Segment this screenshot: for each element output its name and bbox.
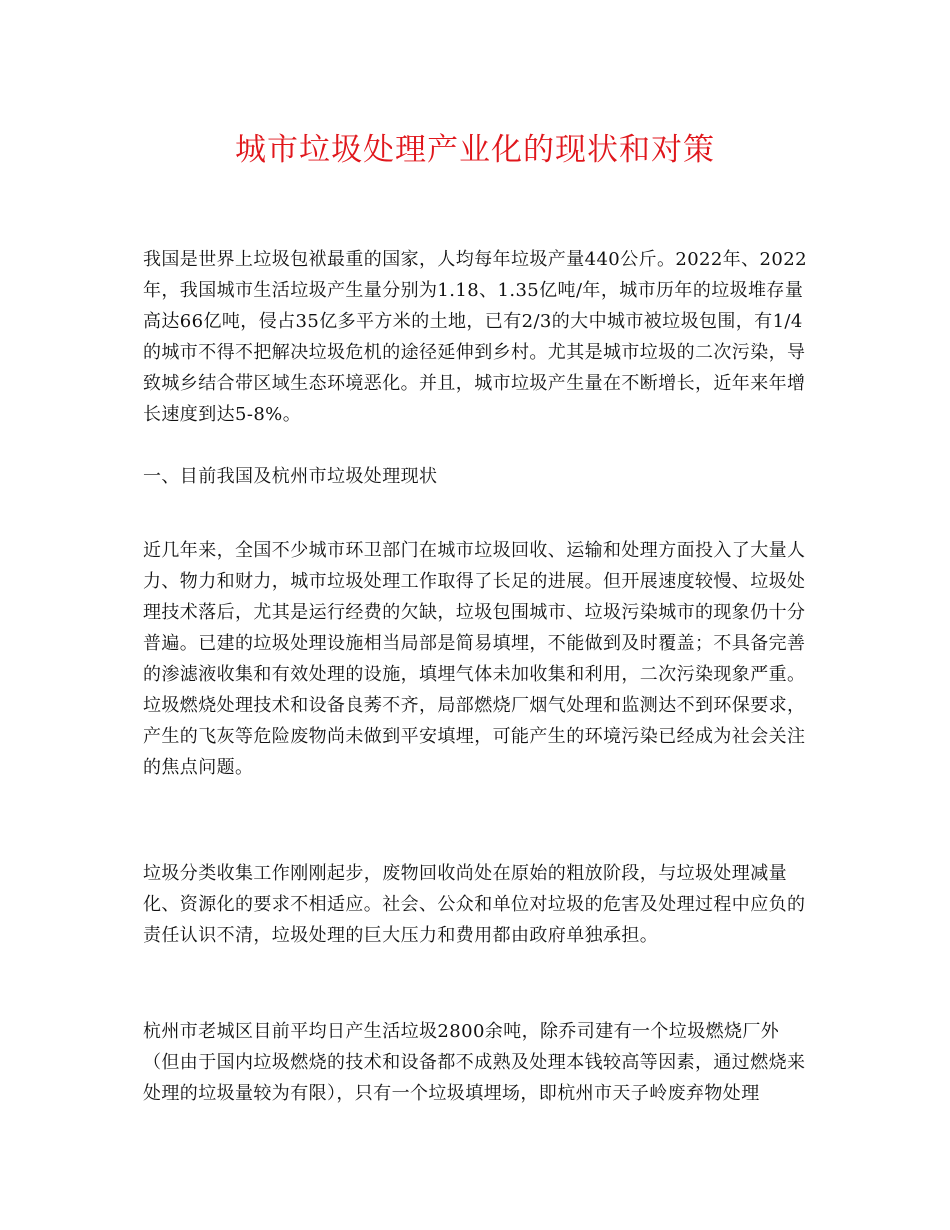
document-title: 城市垃圾处理产业化的现状和对策 bbox=[235, 132, 715, 168]
paragraph-classification: 垃圾分类收集工作刚刚起步，废物回收尚处在原始的粗放阶段，与垃圾处理减量化、资源化的要求不相适应。社会、公众和单位对垃圾的危害及处理过程中应负的责任认识不清，垃圾处理的巨大压力和费用都由政府单独承担。 bbox=[143, 863, 806, 946]
paragraph-current-status: 近几年来，全国不少城市环卫部门在城市垃圾回收、运输和处理方面投入了大量人力、物力和财力，城市垃圾处理工作取得了长足的进展。但开展速度较慢、垃圾处理技术落后，尤其是运行经费的欠缺，垃圾包围城市、垃圾污染城市的现象仍十分普遍。已建的垃圾处理设施相当局部是简易填埋，不能做到及时覆盖；不具备完善的渗滤液收集和有效处理的设施，填埋气体未加收集和利用，二次污染现象严重。垃圾燃烧处理技术和设备良莠不齐，局部燃烧厂烟气处理和监测达不到环保要求，产生的飞灰等危险废物尚未做到平安填埋，可能产生的环境污染已经成为社会关注的焦点问题。 bbox=[143, 540, 806, 778]
paragraph-hangzhou: 杭州市老城区目前平均日产生活垃圾2800余吨，除乔司建有一个垃圾燃烧厂外（但由于国内垃圾燃烧的技术和设备都不成熟及处理本钱较高等因素，通过燃烧来处理的垃圾量较为有限），只有一个垃圾填埋场，即杭州市天子岭废弃物处理 bbox=[143, 1021, 806, 1104]
section-heading-1: 一、目前我国及杭州市垃圾处理现状 bbox=[143, 466, 438, 487]
paragraph-intro: 我国是世界上垃圾包袱最重的国家，人均每年垃圾产量440公斤。2022年、2022年，我国城市生活垃圾产生量分别为1.18、1.35亿吨/年，城市历年的垃圾堆存量高达66亿吨，侵占35亿多平方米的土地，已有2/3的大中城市被垃圾包围，有1/4的城市不得不把解决垃圾危机的途径延伸到乡村。尤其是城市垃圾的二次污染，导致城乡结合带区域生态环境恶化。并且，城市垃圾产生量在不断增长，近年来年增长速度到达5-8%。 bbox=[143, 249, 807, 425]
